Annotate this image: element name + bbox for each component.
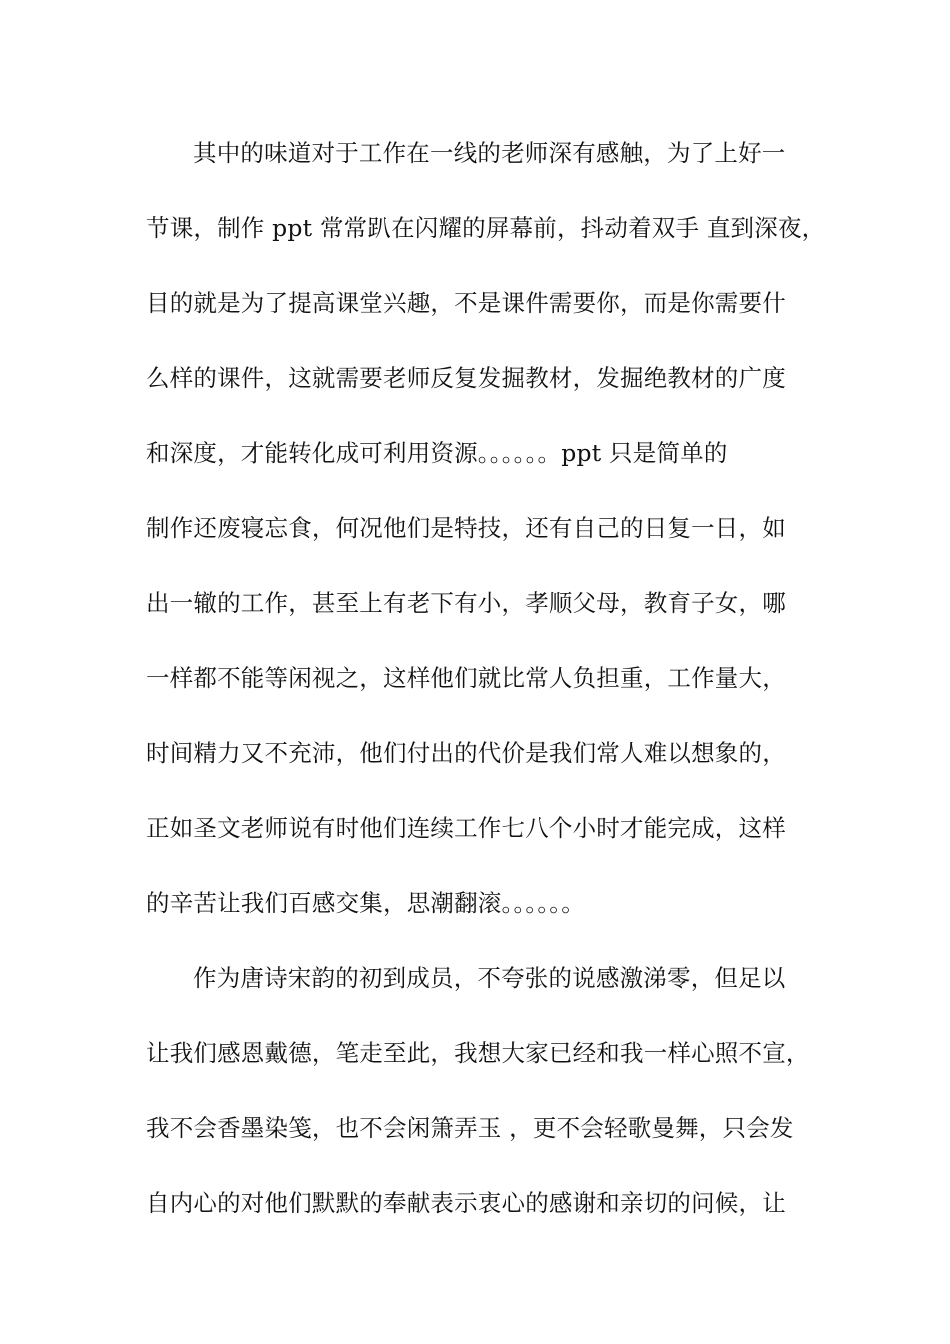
paragraph-2-line-1: 作为唐诗宋韵的初到成员，不夸张的说感激涕零，但足以 xyxy=(193,964,786,992)
paragraph-1-line-6: 制作还废寝忘食，何况他们是特技，还有自己的日复一日，如 xyxy=(146,514,786,542)
paragraph-1-line-10: 正如圣文老师说有时他们连续工作七八个小时才能完成，这样 xyxy=(146,814,786,842)
paragraph-1-line-4: 么样的课件，这就需要老师反复发掘教材，发掘绝教材的广度 xyxy=(146,364,786,392)
paragraph-1-line-8: 一样都不能等闲视之，这样他们就比常人负担重，工作量大， xyxy=(146,664,786,692)
paragraph-1-line-5: 和深度，才能转化成可利用资源。。。。。。ppt 只是简单的 xyxy=(146,439,728,467)
paragraph-2-line-3: 我不会香墨染笺，也不会闲箫弄玉 ，更不会轻歌曼舞，只会发 xyxy=(146,1114,794,1142)
paragraph-1-line-7: 出一辙的工作，甚至上有老下有小，孝顺父母，教育子女，哪 xyxy=(146,589,786,617)
paragraph-1-line-1: 其中的味道对于工作在一线的老师深有感触，为了上好一 xyxy=(193,139,786,167)
paragraph-2-line-4: 自内心的对他们默默的奉献表示衷心的感谢和亲切的问候，让 xyxy=(146,1189,786,1217)
paragraph-1-line-3: 目的就是为了提高课堂兴趣，不是课件需要你，而是你需要什 xyxy=(146,289,786,317)
paragraph-1-line-2: 节课，制作 ppt 常常趴在闪耀的屏幕前，抖动着双手 直到深夜， xyxy=(146,214,826,242)
paragraph-2-line-2: 让我们感恩戴德，笔走至此，我想大家已经和我一样心照不宣， xyxy=(146,1039,810,1067)
paragraph-1-line-9: 时间精力又不充沛，他们付出的代价是我们常人难以想象的， xyxy=(146,739,786,767)
body-text xyxy=(146,130,826,1255)
paragraph-1-line-11: 的辛苦让我们百感交集，思潮翻滚。。。。。。 xyxy=(146,889,585,917)
